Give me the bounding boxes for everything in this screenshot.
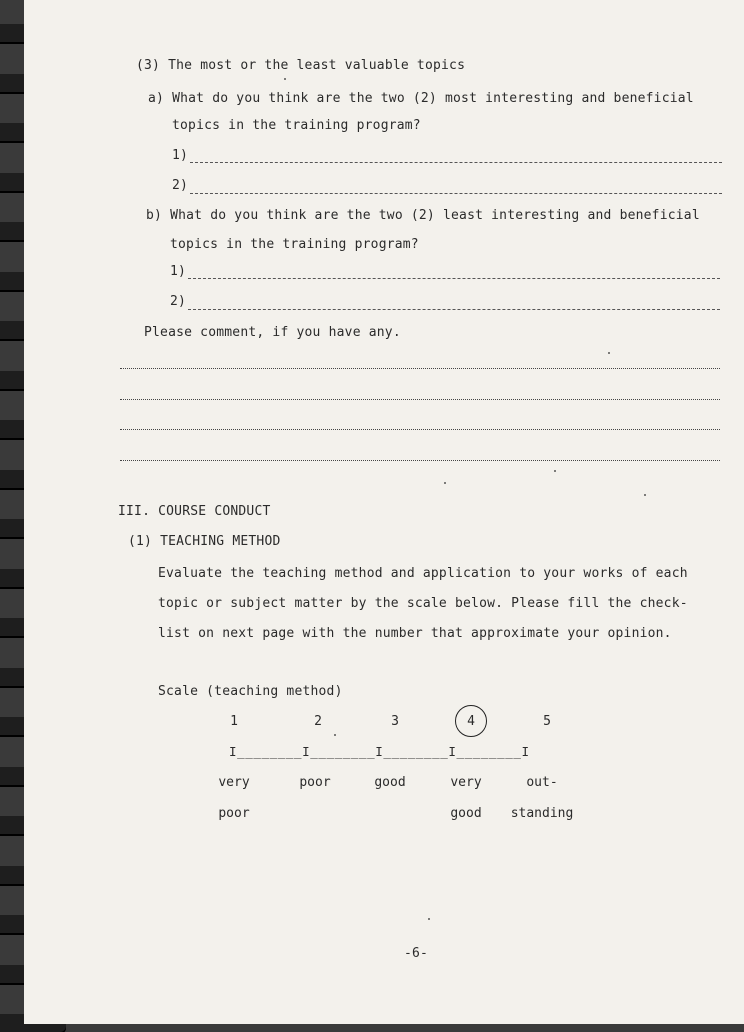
scale-title: Scale (teaching method) — [158, 684, 343, 699]
q3b-blank2-line[interactable] — [188, 309, 720, 310]
comment-line-2[interactable] — [120, 399, 720, 400]
scale-number-4: 4 — [467, 714, 475, 729]
q3b-blank2-label: 2) — [170, 294, 187, 309]
comment-line-1[interactable] — [120, 368, 720, 369]
document-page — [24, 0, 744, 1024]
subsection-heading: (1) TEACHING METHOD — [128, 534, 281, 549]
instruction-line-3: list on next page with the number that approximate your opinion. — [158, 626, 672, 641]
paper-speck — [428, 918, 430, 920]
comment-line-4[interactable] — [120, 460, 720, 461]
paper-speck — [554, 470, 556, 472]
paper-speck — [644, 494, 646, 496]
scale-number-5: 5 — [543, 714, 551, 729]
instruction-line-2: topic or subject matter by the scale below. Please fill the check- — [158, 596, 688, 611]
q3a-line1: a) What do you think are the two (2) most interesting and beneficial — [148, 91, 694, 106]
scale-label-5-top: out- — [526, 775, 558, 790]
scale-label-2-top: poor — [299, 775, 331, 790]
q3a-line2: topics in the training program? — [172, 118, 421, 133]
scale-number-2: 2 — [314, 714, 322, 729]
section-heading: III. COURSE CONDUCT — [118, 504, 271, 519]
scale-ruler: I________I________I________I________I — [229, 744, 530, 759]
q3a-blank2-label: 2) — [172, 178, 189, 193]
instruction-line-1: Evaluate the teaching method and application to your works of each — [158, 566, 688, 581]
page-number: -6- — [404, 946, 429, 961]
scale-label-4-top: very — [450, 775, 482, 790]
selected-rating-circle — [455, 705, 487, 737]
scale-label-1-top: very — [218, 775, 250, 790]
comment-line-3[interactable] — [120, 429, 720, 430]
q3b-blank1-line[interactable] — [188, 278, 720, 279]
scale-number-1: 1 — [230, 714, 238, 729]
scale-number-3: 3 — [391, 714, 399, 729]
q3b-line1: b) What do you think are the two (2) least interesting and beneficial — [146, 208, 700, 223]
scale-label-5-bottom: standing — [510, 806, 574, 821]
scale-label-4-bottom: good — [450, 806, 482, 821]
q3b-blank1-label: 1) — [170, 264, 187, 279]
q3b-line2: topics in the training program? — [170, 237, 419, 252]
scale-label-1-bottom: poor — [218, 806, 250, 821]
paper-speck — [608, 352, 610, 354]
q3-title: (3) The most or the least valuable topics — [136, 58, 466, 73]
paper-speck — [284, 78, 286, 80]
scale-label-3-top: good — [374, 775, 406, 790]
q3a-blank1-label: 1) — [172, 148, 189, 163]
q3a-blank2-line[interactable] — [190, 193, 722, 194]
paper-speck — [444, 482, 446, 484]
comment-prompt: Please comment, if you have any. — [144, 325, 401, 340]
paper-speck — [334, 734, 336, 736]
q3a-blank1-line[interactable] — [190, 162, 722, 163]
